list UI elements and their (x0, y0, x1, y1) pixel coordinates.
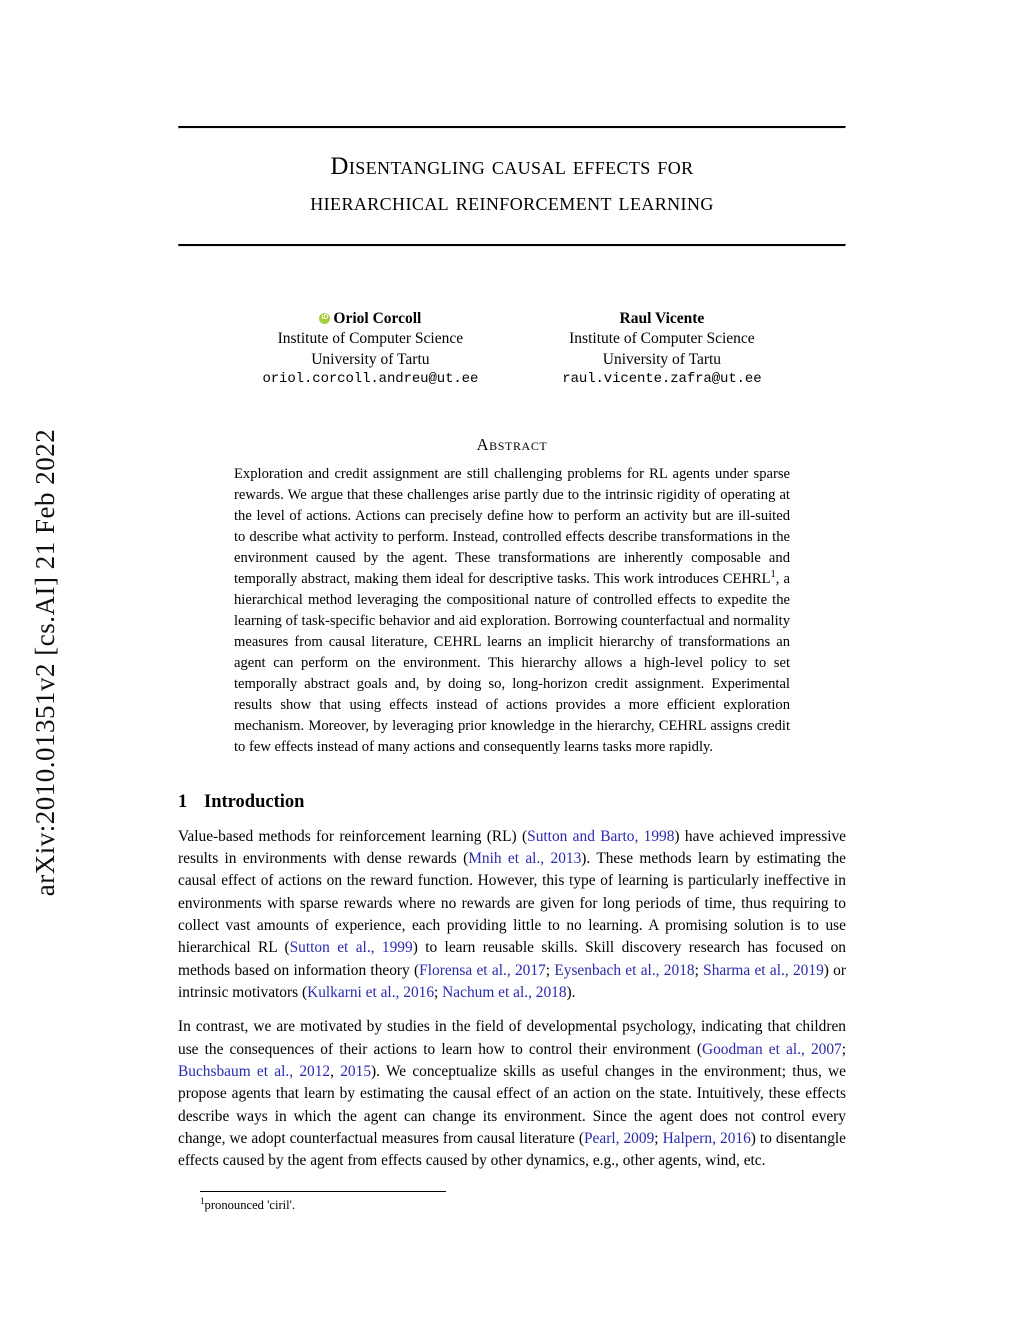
body-text: In contrast, we are motivated by studies in the field of developmental psychology, indicating that children use the consequences of their actions to learn how to control their environment ( (178, 1018, 846, 1058)
paragraph-1 (178, 826, 846, 1005)
footnote-marker: 1 (200, 1195, 205, 1206)
body-text: ; (434, 984, 443, 1002)
body-text: ; (545, 961, 555, 979)
arxiv-identifier-stamp: arXiv:2010.01351v2 [cs.AI] 21 Feb 2022 (29, 428, 60, 897)
body-text: ). These methods learn by estimating the causal effect of actions on the reward function. However, this type of learning is particularly ineffective in environments with sparse rewards where no rewards are given for long periods of time, thus requiring to collect vast amounts of experience, each providing little to no learning. A promising solution is to use hierarchical RL ( (178, 850, 846, 957)
body-text: ) to disentangle effects caused by the agent from effects caused by other dynamics, e.g., other agents, wind, etc. (178, 1130, 846, 1170)
section-heading-introduction (178, 792, 846, 813)
author-1-email: oriol.corcoll.andreu@ut.ee (262, 371, 479, 388)
body-text: ) to learn reusable skills. Skill discovery research has focused on methods based on information theory ( (178, 939, 846, 979)
abstract-section (234, 435, 790, 758)
citation-link[interactable]: Nachum et al., 2018 (442, 984, 567, 1002)
body-text: Value-based methods for reinforcement learning (RL) ( (178, 827, 528, 845)
author-2-affiliation-1: Institute of Computer Science (569, 330, 755, 348)
body-text: ; (654, 1130, 663, 1148)
citation-link[interactable]: Kulkarni et al., 2016 (307, 984, 435, 1002)
citation-link[interactable]: Eysenbach et al., 2018 (554, 961, 695, 979)
citation-link[interactable]: Sutton and Barto, 1998 (527, 827, 675, 845)
author-1-affiliation-2: University of Tartu (311, 350, 430, 368)
author-2-name: Raul Vicente (619, 310, 705, 327)
body-text: ; (694, 961, 704, 979)
title-line-1: Disentangling causal effects for (330, 153, 694, 180)
citation-link[interactable]: Sharma et al., 2019 (703, 961, 824, 979)
body-text: ; (841, 1040, 847, 1058)
section-title: Introduction (204, 791, 305, 812)
body-text: ). (566, 984, 576, 1002)
author-2-affiliation-2: University of Tartu (602, 350, 722, 368)
footnote (200, 1197, 846, 1213)
citation-link[interactable]: Florensa et al., 2017 (419, 961, 546, 979)
page-title (178, 129, 846, 234)
author-block (178, 309, 846, 389)
citation-link[interactable]: Mnih et al., 2013 (468, 850, 582, 868)
author-1-affiliation-1: Institute of Computer Science (277, 330, 464, 348)
author-1 (262, 309, 478, 389)
citation-link[interactable]: 2015 (340, 1063, 372, 1081)
citation-link[interactable]: Goodman et al., 2007 (701, 1040, 842, 1058)
paper-page (178, 0, 846, 1325)
citation-link[interactable]: Halpern, 2016 (662, 1130, 751, 1148)
orcid-icon[interactable] (319, 313, 330, 324)
abstract-body (234, 464, 790, 758)
body-text: ) or intrinsic motivators ( (178, 961, 847, 1002)
title-line-2: hierarchical reinforcement learning (310, 188, 714, 216)
citation-link[interactable]: Sutton et al., 1999 (289, 939, 413, 957)
footnote-text: pronounced 'ciril'. (204, 1197, 296, 1212)
paragraph-2 (178, 1016, 846, 1172)
abstract-heading: Abstract (476, 434, 548, 454)
body-text: ). We conceptualize skills as useful changes in the environment; thus, we propose agents that learn by estimating the causal effect of an action on the state. Intuitively, these effects describe ways in which the agent can change its environment. Since the agent does not control every change, we adopt counterfactual measures from causal literature ( (178, 1063, 847, 1148)
body-text: , (330, 1063, 341, 1081)
body-text: ) have achieved impressive results in environments with dense rewards ( (178, 827, 846, 868)
title-rule-bottom (178, 244, 846, 247)
citation-link[interactable]: Buchsbaum et al., 2012 (178, 1063, 331, 1081)
footnote-divider (200, 1191, 446, 1192)
citation-link[interactable]: Pearl, 2009 (584, 1130, 655, 1148)
abstract-footnote-marker[interactable]: 1 (770, 568, 776, 580)
author-2 (562, 309, 761, 389)
abstract-text-part-2: , a hierarchical method leveraging the compositional nature of controlled effects to expedite the learning of task-specific behavior and aid exploration. Borrowing counterfactual and normality measures from causal literature, CEHRL learns an implicit hierarchy of transformations an agent can perform on the environment. This hierarchy allows a high-level policy to set temporally abstract goals and, by doing so, long-horizon credit assignment. Experimental results show that using effects instead of actions provides a more efficient exploration mechanism. Moreover, by leveraging prior knowledge in the hierarchy, CEHRL assigns credit to few effects instead of many actions and consequently learns tasks more rapidly. (234, 570, 790, 755)
author-1-name: Oriol Corcoll (333, 310, 422, 327)
section-number: 1 (178, 791, 188, 812)
author-1-name-row (262, 309, 478, 329)
author-2-email: raul.vicente.zafra@ut.ee (562, 371, 762, 388)
abstract-text-part-1: Exploration and credit assignment are still challenging problems for RL agents under sparse rewards. We argue that these challenges arise partly due to the intrinsic rigidity of operating at the level of actions. Actions can precisely define how to perform an activity but are ill-suited to describe what activity to perform. Instead, controlled effects describe transformations in the environment caused by the agent. These transformations are inherently composable and temporally abstract, making them ideal for descriptive tasks. This work introduces CEHRL (234, 465, 790, 587)
